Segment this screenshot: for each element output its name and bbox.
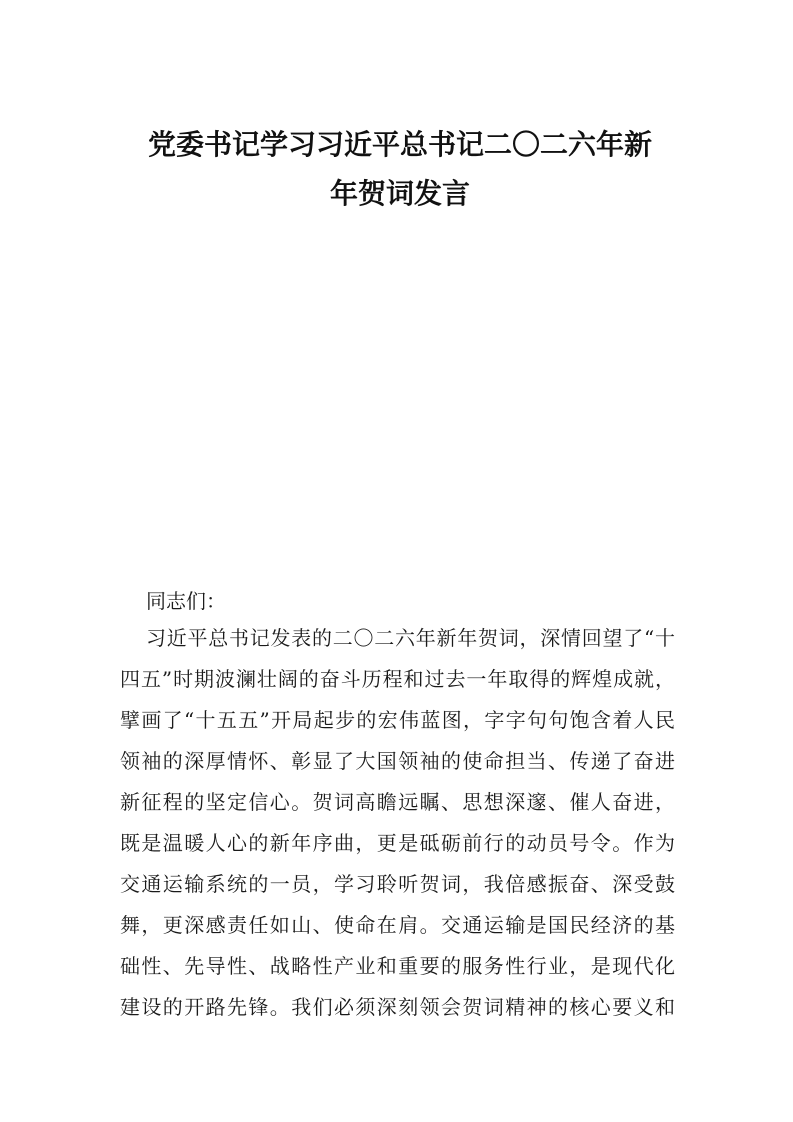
paragraph-line: 四五”时期波澜壮阔的奋斗历程和过去一年取得的辉煌成就， <box>120 667 675 691</box>
paragraph-line: 擘画了“十五五”开局起步的宏伟蓝图，字字句句饱含着人民 <box>120 708 675 732</box>
paragraph-line: 领袖的深厚情怀、彰显了大国领袖的使命担当、传递了奋进 <box>120 749 675 773</box>
salutation: 同志们： <box>146 589 226 613</box>
document-title-line-1: 党委书记学习习近平总书记二〇二六年新 <box>147 128 652 161</box>
paragraph-line: 新征程的坚定信心。贺词高瞻远瞩、思想深邃、催人奋进， <box>120 790 675 814</box>
paragraph-line: 舞，更深感责任如山、使命在肩。交通运输是国民经济的基 <box>120 913 675 937</box>
paragraph-line: 建设的开路先锋。我们必须深刻领会贺词精神的核心要义和 <box>120 995 675 1019</box>
document-title-line-2: 年贺词发言 <box>329 177 470 210</box>
paragraph-line: 既是温暖人心的新年序曲，更是砥砺前行的动员号令。作为 <box>120 831 675 855</box>
paragraph-line: 习近平总书记发表的二〇二六年新年贺词，深情回望了“十 <box>146 626 675 650</box>
paragraph-line: 交通运输系统的一员，学习聆听贺词，我倍感振奋、深受鼓 <box>120 872 675 896</box>
paragraph-line: 础性、先导性、战略性产业和重要的服务性行业，是现代化 <box>120 954 675 978</box>
